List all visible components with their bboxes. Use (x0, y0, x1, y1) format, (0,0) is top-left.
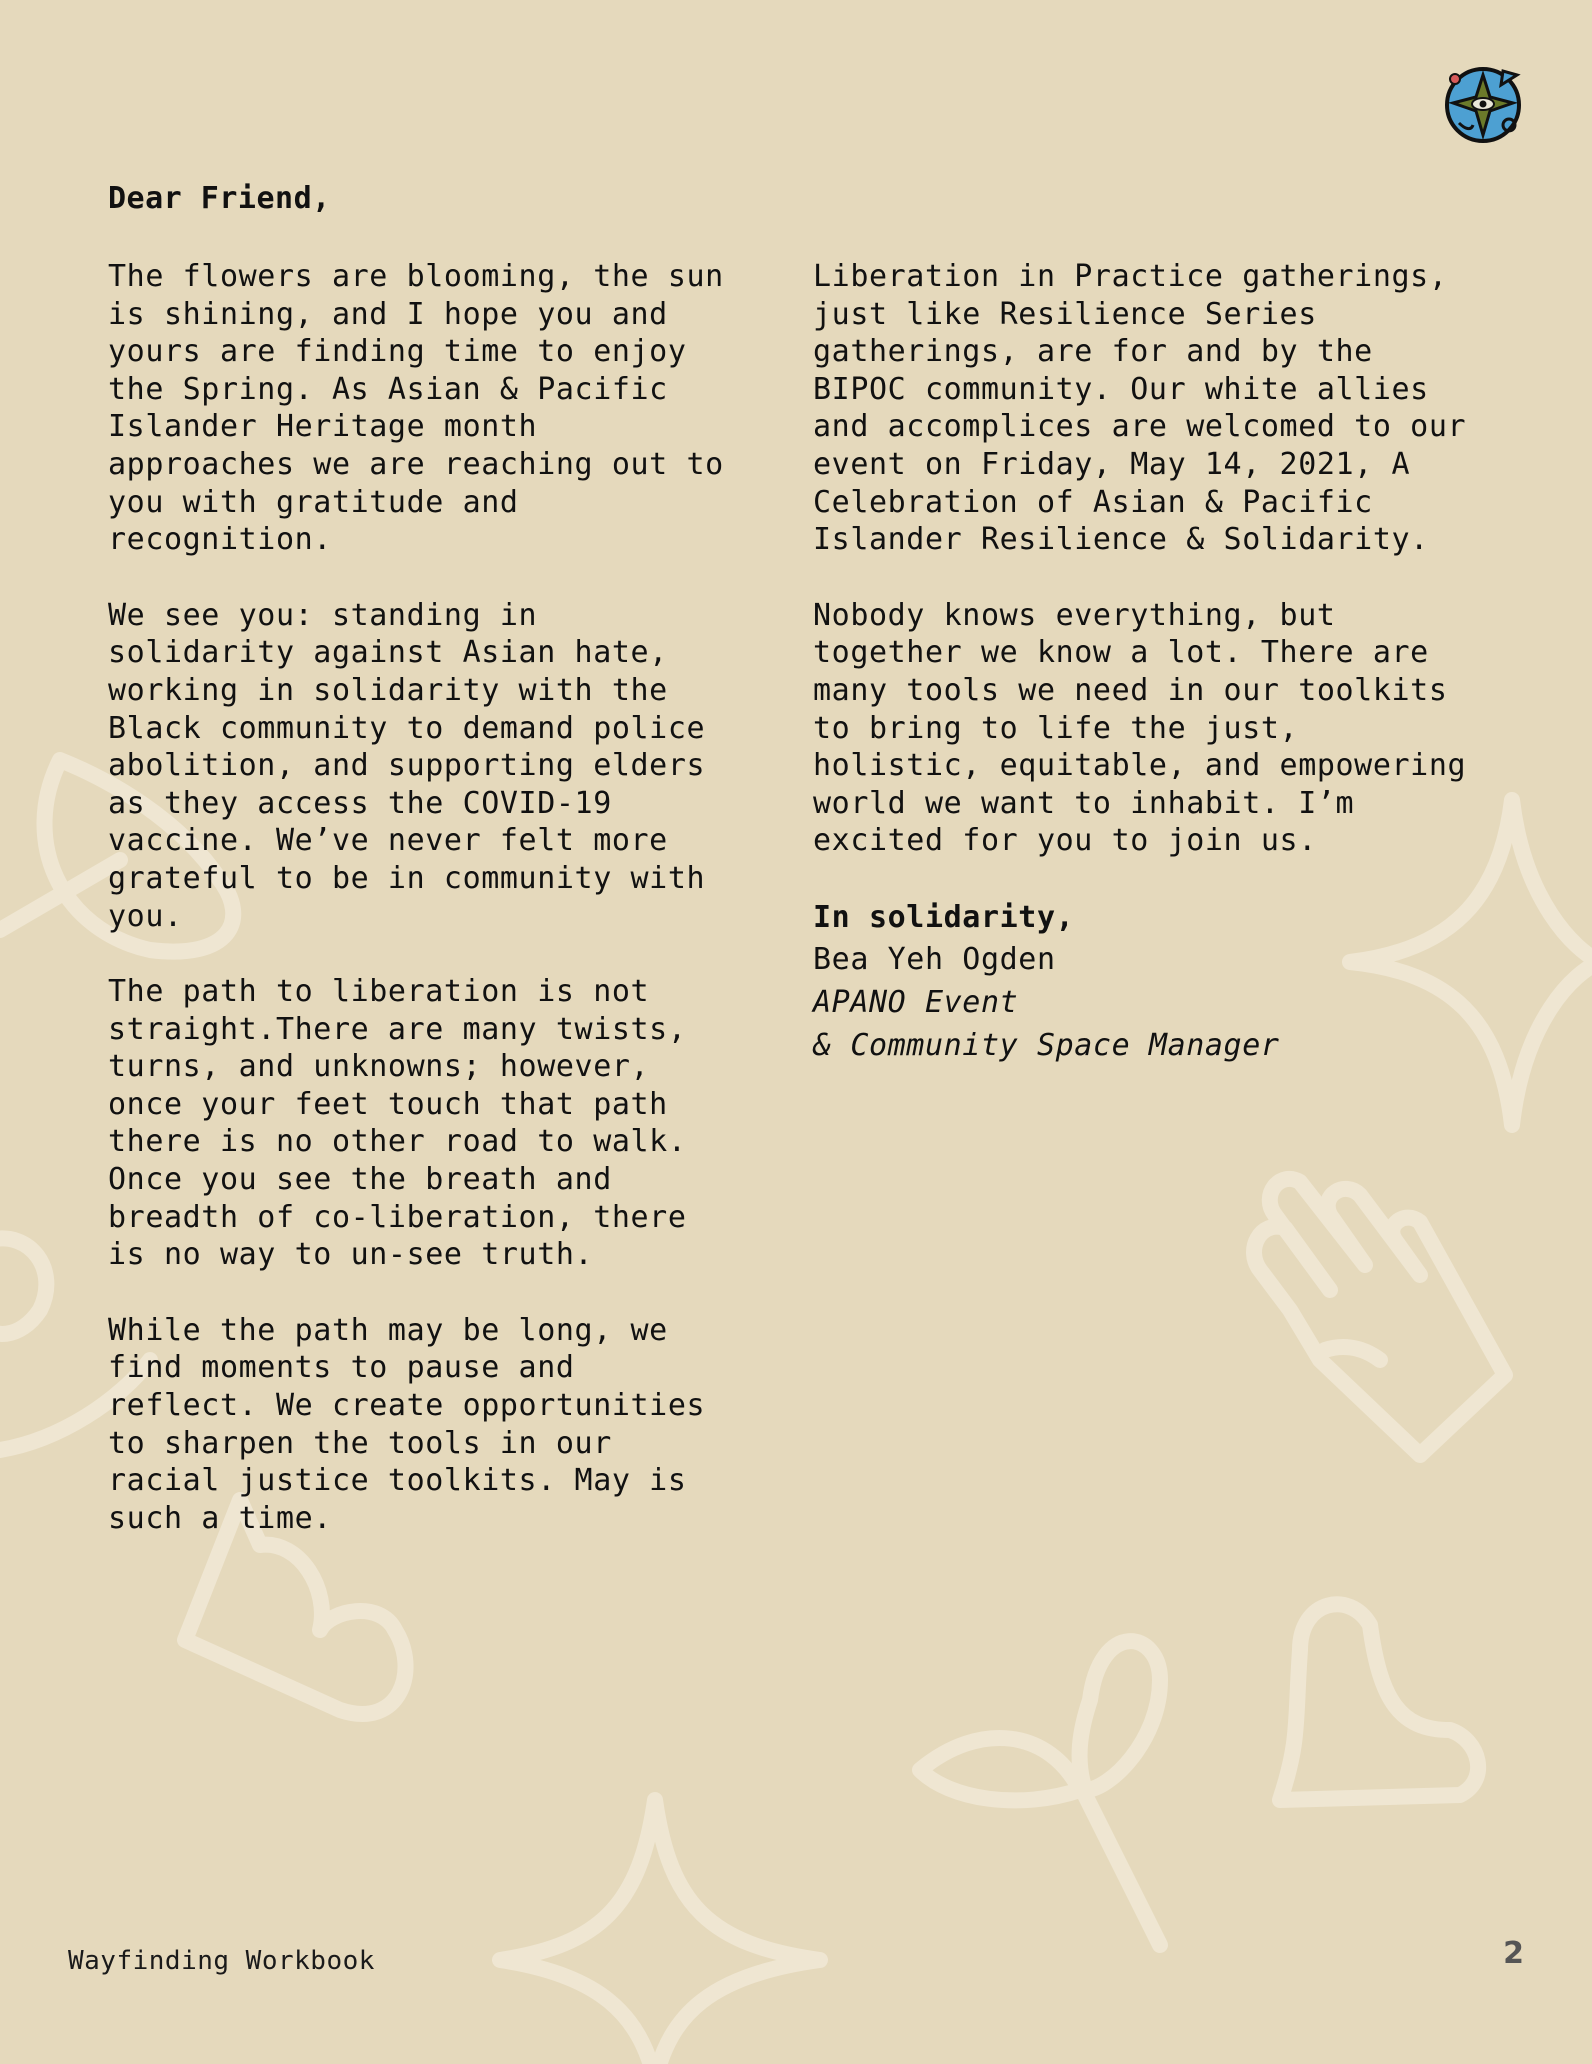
page-number: 2 (1503, 1936, 1524, 1971)
letter-paragraph: The path to liberation is not straight.There are many twists, turns, and unknowns; however, once your feet touch that path there is no other road to walk. Once you see the breath and breadth of co-liberation, there is no way to un-see truth. (108, 974, 687, 1273)
letter-greeting: Dear Friend, (108, 181, 331, 216)
letter-paragraph: Nobody knows everything, but together we know a lot. There are many tools we need in our toolkits to bring to life the just, holistic, equitable, and empowering world we want to inhabit. I’m excited for you to join us. (813, 597, 1467, 859)
footer-title: Wayfinding Workbook (68, 1946, 375, 1976)
letter-left-column (108, 258, 748, 1575)
letter-signoff: In solidarity, (813, 899, 1075, 935)
letter-right-column (813, 258, 1493, 1067)
signer-title: & Community Space Manager (813, 1027, 1280, 1063)
letter-paragraph: The flowers are blooming, the sun is shining, and I hope you and yours are finding time to enjoy the Spring. As Asian & Pacific Islander Heritage month approaches we are reaching out to you with gratitude and recognition. (108, 259, 724, 558)
sparkle-star-icon (500, 1800, 820, 2064)
signer-title: APANO Event (813, 984, 1019, 1020)
compass-star-eye-logo (1443, 63, 1527, 147)
letter-paragraph: While the path may be long, we find moments to pause and reflect. We create opportunities to sharpen the tools in our racial justice toolkits. May is such a time. (108, 1312, 706, 1536)
heart-icon (1280, 1604, 1478, 1800)
letter-paragraph: We see you: standing in solidarity against Asian hate, working in solidarity with the Black community to demand police abolition, and supporting elders as they access the COVID-19 vaccine. We’ve never felt more grateful to be in community with you. (108, 597, 706, 934)
letter-paragraph: Liberation in Practice gatherings, just like Resilience Series gatherings, are for and by the BIPOC community. Our white allies and accomplices are welcomed to our event on Friday, May 14, 2021, A Celebration of Asian & Pacific Islander Resilience & Solidarity. (813, 259, 1467, 558)
signer-name: Bea Yeh Ogden (813, 941, 1056, 977)
plant-sprout-icon (920, 1641, 1160, 1945)
hand-icon (1254, 1179, 1505, 1455)
